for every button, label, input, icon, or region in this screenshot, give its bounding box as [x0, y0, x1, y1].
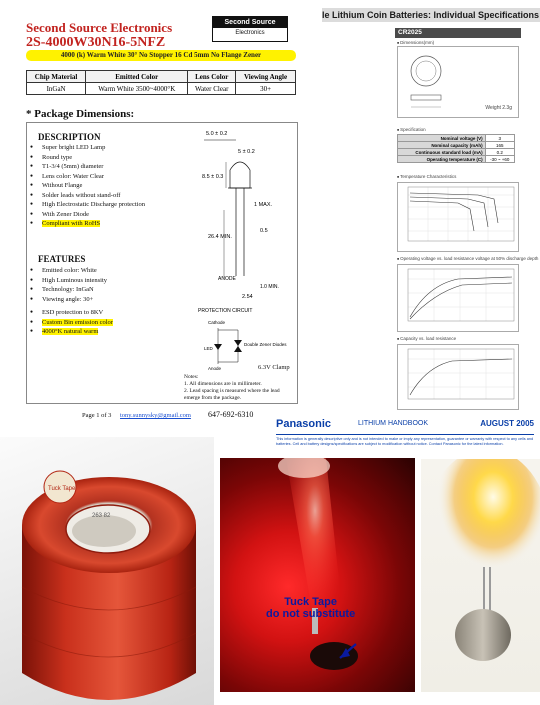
- dim-label: 5 ± 0.2: [238, 149, 255, 155]
- table-header: Viewing Angle: [236, 71, 296, 83]
- list-item: ● Round type: [30, 153, 145, 163]
- notes: [184, 374, 294, 402]
- brand-name: Second Source Electronics: [26, 20, 173, 35]
- tape-label: Tuck Tape: [48, 486, 76, 492]
- list-item: ● Solder leads without stand-off: [30, 191, 145, 201]
- voltage-load-graph: [397, 264, 519, 332]
- list-item: ● Lens color: Water Clear: [30, 172, 145, 182]
- spec-key: Operating temperature (C): [398, 156, 486, 163]
- dim-label: 8.5 ± 0.3: [202, 174, 224, 180]
- list-item: ● With Zener Diode: [30, 210, 145, 220]
- spec-key: Nominal capacity (mAh): [398, 142, 486, 149]
- disclaimer: This information is generally descriptive only and is not intended to make or imply any representation, guarantee or warranty with respect to any cells and batteries. Cell and battery designs/specifications are subject to modification without notice. Contact Panasonic for the latest information.: [276, 437, 534, 446]
- weight-label: Weight 2.3g: [485, 105, 512, 111]
- dim-label: 0.5: [260, 228, 268, 234]
- list-item: ● High Electrostatic Discharge protection: [30, 200, 145, 210]
- spec-value: 165: [485, 142, 514, 149]
- anode-label: ANODE: [218, 276, 236, 282]
- dim-label: 1.0 MIN.: [260, 284, 279, 290]
- zener-label: Double Zener Diodes: [244, 342, 287, 347]
- list-item: ● 4000°K natural warm: [30, 327, 113, 337]
- spec-value: 0.2: [485, 149, 514, 156]
- spec-value: -30 ~ +60: [485, 156, 514, 163]
- logo-line1: Second Source: [213, 17, 287, 28]
- notes-heading: Notes:: [184, 374, 199, 380]
- table-cell: InGaN: [27, 83, 86, 95]
- list-item: ● Super bright LED Lamp: [30, 143, 145, 153]
- spec-value: 3: [485, 135, 514, 142]
- handbook-title: LITHIUM HANDBOOK: [358, 420, 429, 427]
- table-cell: Water Clear: [188, 83, 236, 95]
- model-bar: CR2025: [395, 28, 521, 38]
- spec-key: Nominal voltage (V): [398, 135, 486, 142]
- contact-email[interactable]: tony.sunnysky@gmail.com: [120, 412, 191, 419]
- list-item: ● Technology: InGaN: [30, 285, 113, 295]
- panasonic-handbook-header: [272, 415, 540, 459]
- load-label: ■ Operating voltage vs. load resistance voltage at 50% discharge depth: [397, 256, 538, 261]
- note-item: 1. All dimensions are in millimeter.: [184, 381, 262, 387]
- table-header: Lens Color: [188, 71, 236, 83]
- led-dimension-drawing: [178, 126, 296, 404]
- capacity-graph: [397, 344, 519, 410]
- note-item: 2. Lead spacing is measured where the lead emerge from the package.: [184, 388, 280, 401]
- coin-header: le Lithium Coin Batteries: Individual Specifications: [322, 10, 540, 20]
- handbook-date: AUGUST 2005: [480, 419, 534, 428]
- list-item: ● Compliant with RoHS: [30, 219, 145, 229]
- coin-spec-table: [397, 134, 515, 163]
- temp-label: ■ Temperature Characteristics: [397, 174, 456, 179]
- description-heading: DESCRIPTION: [38, 132, 101, 142]
- table-header: Chip Material: [27, 71, 86, 83]
- caption-line: do not substitute: [266, 608, 356, 620]
- led-datasheet: [0, 0, 322, 430]
- part-number: 2S-4000W30N16-5NFZ: [26, 35, 166, 50]
- dimension-drawing: [397, 46, 519, 118]
- description-list: [30, 143, 145, 229]
- table-cell: 30+: [236, 83, 296, 95]
- dim-label: 1 MAX.: [254, 202, 273, 208]
- temperature-graph: [397, 182, 519, 252]
- warm-led-coin-photo: [421, 459, 540, 692]
- divider: [276, 434, 534, 435]
- part-number-decode: 4000 (k) Warm White 30° No Stopper 16 Cd 5mm No Flange Zener: [26, 50, 296, 61]
- contact-phone: 647-692-6310: [208, 410, 254, 419]
- list-item: ● Custom Bin emission color: [30, 318, 113, 328]
- red-led-tuck-tape-photo: [220, 458, 415, 692]
- list-item: ● T1-3/4 (5mm) diameter: [30, 162, 145, 172]
- table-cell: Warm White 3500~4000°K: [86, 83, 188, 95]
- logo-line2: Electronics: [235, 30, 265, 36]
- brand-logo: [212, 16, 288, 42]
- protection-label: PROTECTION CIRCUIT: [198, 308, 253, 314]
- led-label: LED: [204, 346, 213, 351]
- capacity-label: ■ Capacity vs. load resistance: [397, 336, 456, 341]
- dim-label: 26.4 MIN.: [208, 234, 232, 240]
- spec-label: ■ Specification: [397, 127, 426, 132]
- tuck-tape-caption: [266, 596, 355, 620]
- features-heading: FEATURES: [38, 254, 86, 264]
- panasonic-logo: Panasonic: [276, 418, 332, 430]
- tape-print: 263 82: [92, 513, 111, 519]
- features-list: [30, 266, 113, 337]
- coin-battery-spec-sheet: [322, 0, 540, 415]
- package-heading: * Package Dimensions:: [26, 108, 135, 120]
- list-item: ● Without Flange: [30, 181, 145, 191]
- clamp-label: 6.3V Clamp: [258, 364, 290, 371]
- anode-label-2: Anode: [208, 366, 222, 371]
- list-item: ● High Luminous intensity: [30, 276, 113, 286]
- dim-label: 5.0 ± 0.2: [206, 131, 228, 137]
- table-header: Emitted Color: [86, 71, 188, 83]
- dimensions-label: ■ Dimensions(mm): [397, 40, 434, 45]
- led-spec-table: [26, 70, 296, 95]
- caption-line: Tuck Tape: [284, 596, 337, 608]
- list-item: ● Viewing angle: 30+: [30, 295, 113, 305]
- cathode-label: Cathode: [208, 320, 226, 325]
- dim-label: 2.54: [242, 294, 253, 300]
- list-item: ● Emitted color: White: [30, 266, 113, 276]
- spec-key: Continuous standard load (mA): [398, 149, 486, 156]
- page-number: Page 1 of 3: [82, 412, 112, 419]
- tuck-tape-photo: [0, 437, 214, 705]
- list-item: ● ESD protection to 8KV: [30, 308, 113, 318]
